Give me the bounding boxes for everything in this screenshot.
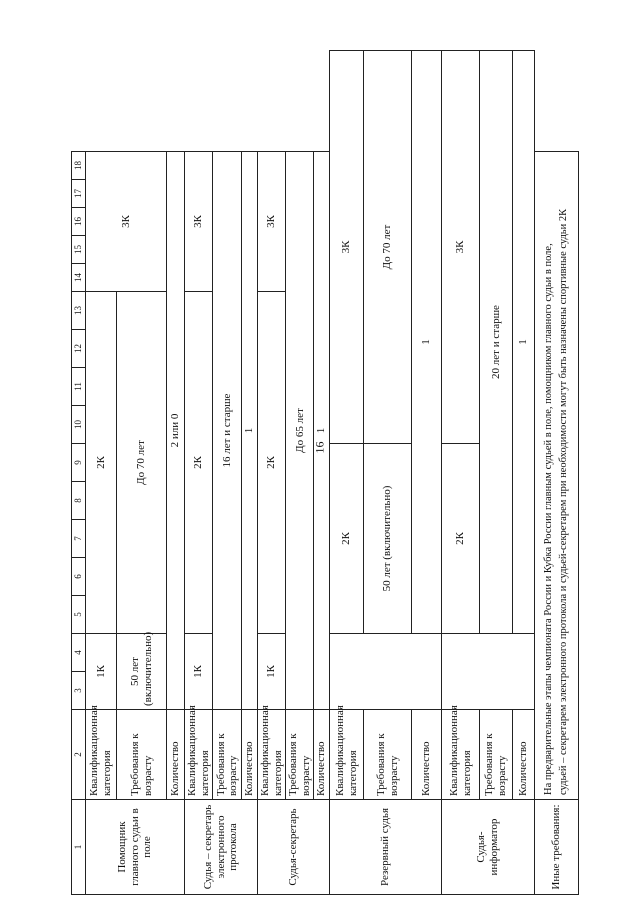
role-informer: Судья-информатор	[442, 800, 535, 895]
cell-count: 1	[412, 51, 442, 634]
cell-cat-1k: 1К	[257, 634, 285, 710]
cell-cat-3k: 3К	[330, 51, 364, 444]
col-num: 3	[72, 672, 86, 710]
row-label-category: Квалификационная категория	[330, 710, 364, 800]
column-numbers-row	[72, 51, 86, 895]
row-label-age: Требования к возрасту	[480, 710, 513, 800]
other-requirements-line-1: На предварительные этапы чемпионата России и Кубка России главным судьей в поле, помощником главного судьи в поле,	[543, 243, 555, 795]
col-num: 2	[72, 710, 86, 800]
role-head-ref-assistant: Помощник главного судьи в поле	[86, 800, 185, 895]
cell-count: 1	[513, 51, 535, 634]
cell-cat-3k: 3К	[86, 152, 167, 292]
role-secretary-protocol: Судья – секретарь электронного протокола	[185, 800, 258, 895]
requirements-table-rotated	[71, 50, 569, 895]
col-num: 14	[72, 264, 86, 292]
row-label-age: Требования к возрасту	[286, 710, 314, 800]
judges-requirements-table	[71, 50, 579, 895]
cell-cat-1k: 1К	[185, 634, 213, 710]
cell-age-70: До 70 лет	[364, 51, 412, 444]
col-num: 11	[72, 368, 86, 406]
cell-age-50: 50 лет (включительно)	[364, 444, 412, 634]
cell-age: 20 лет и старше	[480, 51, 513, 634]
cell-cat-3k: 3К	[185, 152, 213, 292]
empty-cell	[442, 634, 535, 710]
row-label-category: Квалификационная категория	[185, 710, 213, 800]
cell-age-70: До 70 лет	[117, 292, 167, 634]
role-reserve: Резервный судья	[330, 800, 442, 895]
col-num: 1	[72, 800, 86, 895]
cell-cat-3k: 3К	[442, 51, 480, 444]
row-label-category: Квалификационная категория	[442, 710, 480, 800]
other-requirements-line-2: судьей – секретарем электронного протокола и судьей-секретарем при необходимости могут быть назначены спортивные судьи 2К	[557, 208, 569, 795]
row-label-age: Требования к возрасту	[213, 710, 242, 800]
cell-cat-3k: 3К	[257, 152, 285, 292]
other-requirements-text	[535, 152, 579, 800]
row-label-count: Количество	[412, 710, 442, 800]
row-label-count: Количество	[314, 710, 330, 800]
cell-age: 16 лет и старше	[213, 152, 242, 710]
cell-cat-2k: 2К	[185, 292, 213, 634]
cell-count: 1	[242, 152, 258, 710]
row-label-category: Квалификационная категория	[257, 710, 285, 800]
cell-cat-2k: 2К	[442, 444, 480, 634]
col-num: 17	[72, 180, 86, 208]
page-number: 16	[312, 441, 327, 454]
col-num: 16	[72, 208, 86, 236]
empty-cell	[330, 634, 442, 710]
other-requirements-label: Иные требования:	[535, 800, 579, 895]
cell-age-50: 50 лет (включительно)	[117, 634, 167, 710]
cell-cat-1k: 1К	[86, 634, 117, 710]
cell-count: 1	[314, 152, 330, 710]
col-num: 4	[72, 634, 86, 672]
col-num: 15	[72, 236, 86, 264]
role-secretary: Судья-секретарь	[257, 800, 329, 895]
row-label-age: Требования к возрасту	[117, 710, 167, 800]
row-label-count: Количество	[167, 710, 185, 800]
row-label-age: Требования к возрасту	[364, 710, 412, 800]
cell-count: 2 или 0	[167, 152, 185, 710]
col-num: 10	[72, 406, 86, 444]
cell-cat-2k: 2К	[86, 292, 117, 634]
col-num: 13	[72, 292, 86, 330]
col-num: 18	[72, 152, 86, 180]
col-num: 8	[72, 482, 86, 520]
col-num: 6	[72, 558, 86, 596]
cell-cat-2k: 2К	[257, 292, 285, 634]
cell-cat-2k: 2К	[330, 444, 364, 634]
cell-age: До 65 лет	[286, 152, 314, 710]
row-label-category: Квалификационная категория	[86, 710, 117, 800]
row-label-count: Количество	[513, 710, 535, 800]
col-num: 9	[72, 444, 86, 482]
col-num: 5	[72, 596, 86, 634]
col-num: 12	[72, 330, 86, 368]
col-num: 7	[72, 520, 86, 558]
row-label-count: Количество	[242, 710, 258, 800]
